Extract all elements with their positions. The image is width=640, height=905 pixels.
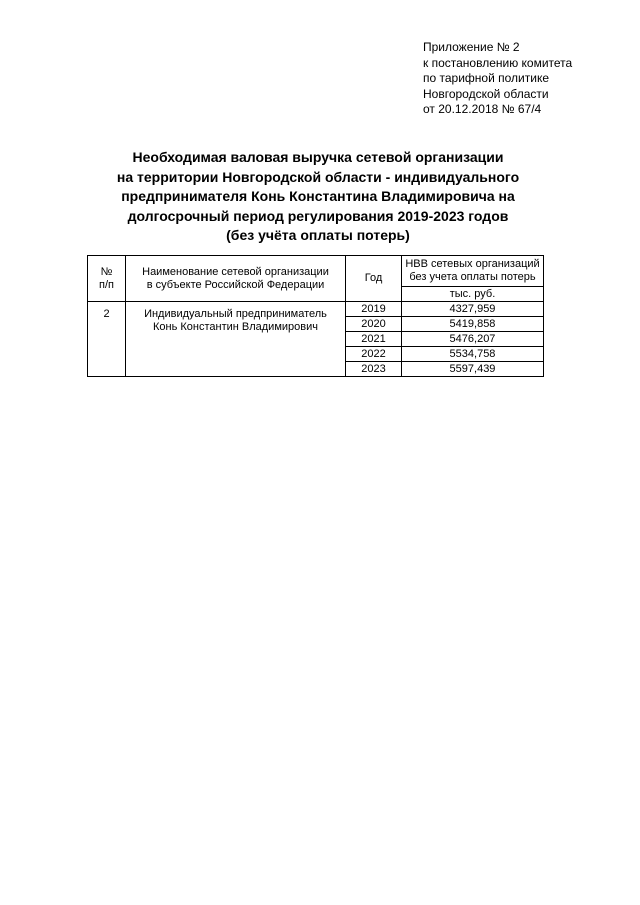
header-year: Год xyxy=(346,256,402,302)
header-nvv: НВВ сетевых организаций без учета оплаты потерь xyxy=(402,256,544,287)
row-org: Индивидуальный предприниматель Конь Константин Владимирович xyxy=(126,302,346,377)
value-cell: 5476,207 xyxy=(402,332,544,347)
appendix-line: по тарифной политике xyxy=(423,71,549,85)
nvv-table xyxy=(87,255,544,377)
appendix-line: Приложение № 2 xyxy=(423,40,520,54)
appendix-line: к постановлению комитета xyxy=(423,55,573,70)
value-cell: 5534,758 xyxy=(402,347,544,362)
table-header-row xyxy=(88,256,544,287)
value-cell: 5597,439 xyxy=(402,362,544,377)
appendix-line: от 20.12.2018 № 67/4 xyxy=(423,102,542,116)
year-cell: 2020 xyxy=(346,317,402,332)
appendix-block xyxy=(423,40,572,118)
year-cell: 2022 xyxy=(346,347,402,362)
document-title xyxy=(80,148,556,246)
title-line: долгосрочный период регулирования 2019-2023 годов xyxy=(127,207,509,224)
year-cell: 2021 xyxy=(346,332,402,347)
header-unit: тыс. руб. xyxy=(402,287,544,302)
title-line: (без учёта оплаты потерь) xyxy=(226,227,410,243)
table-row xyxy=(88,302,544,317)
header-num: № п/п xyxy=(88,256,126,302)
header-org: Наименование сетевой организации в субъекте Российской Федерации xyxy=(126,256,346,302)
row-num: 2 xyxy=(88,302,126,377)
title-line: на территории Новгородской области - индивидуального xyxy=(116,168,520,185)
year-cell: 2023 xyxy=(346,362,402,377)
title-line: предпринимателя Конь Константина Владимировича на xyxy=(121,188,515,204)
appendix-line: Новгородской области xyxy=(423,86,549,101)
value-cell: 4327,959 xyxy=(402,302,544,317)
title-line: Необходимая валовая выручка сетевой организации xyxy=(132,149,504,165)
year-cell: 2019 xyxy=(346,302,402,317)
value-cell: 5419,858 xyxy=(402,317,544,332)
